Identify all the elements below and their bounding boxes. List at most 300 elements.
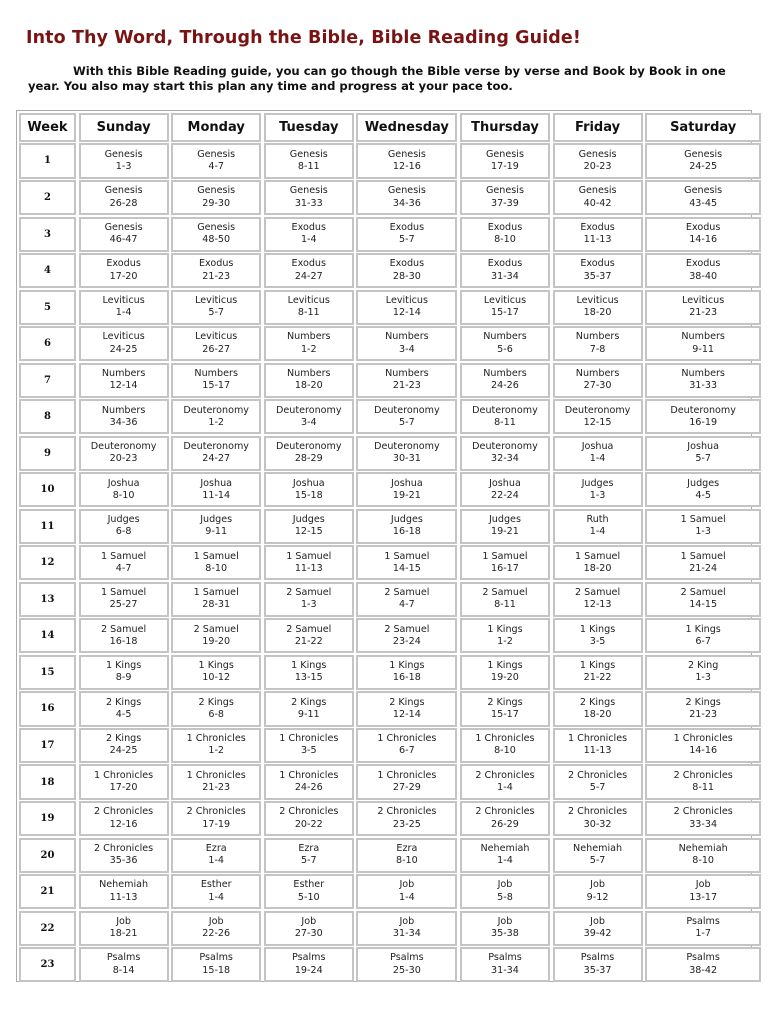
reading-chapters: 18-20 <box>294 380 323 392</box>
reading-chapters: 26-27 <box>202 343 231 355</box>
reading-chapters: 5-7 <box>399 234 415 246</box>
reading-chapters: 31-34 <box>392 928 421 940</box>
reading-cell <box>79 143 169 178</box>
reading-chapters: 18-21 <box>109 928 138 940</box>
reading-book: 1 Chronicles <box>673 733 733 745</box>
reading-chapters: 8-14 <box>112 964 135 976</box>
reading-cell <box>264 838 354 873</box>
reading-cell <box>645 399 761 434</box>
reading-chapters: 17-19 <box>202 818 231 830</box>
reading-cell <box>645 874 761 909</box>
reading-chapters: 4-5 <box>115 708 132 720</box>
reading-cell <box>645 618 761 653</box>
reading-chapters: 35-37 <box>583 964 612 976</box>
reading-chapters: 9-11 <box>297 708 320 720</box>
reading-cell <box>460 545 550 580</box>
reading-book: 1 Chronicles <box>279 733 339 745</box>
reading-chapters: 43-45 <box>689 197 718 209</box>
reading-book: Numbers <box>385 367 429 379</box>
reading-cell <box>356 655 457 690</box>
reading-chapters: 13-15 <box>294 672 323 684</box>
reading-chapters: 38-40 <box>689 270 718 282</box>
reading-chapters: 8-11 <box>692 782 715 794</box>
reading-book: Genesis <box>289 148 328 160</box>
reading-book: 2 King <box>688 660 719 672</box>
reading-chapters: 1-4 <box>399 891 415 903</box>
reading-book: Job <box>695 879 711 891</box>
reading-chapters: 28-29 <box>294 453 323 465</box>
reading-book: Joshua <box>489 477 521 489</box>
reading-chapters: 9-12 <box>586 891 609 903</box>
reading-cell <box>460 290 550 325</box>
reading-book: 1 Samuel <box>384 550 430 562</box>
reading-chapters: 12-13 <box>583 599 612 611</box>
reading-book: Judges <box>581 477 614 489</box>
reading-chapters: 16-17 <box>491 562 519 574</box>
reading-chapters: 31-34 <box>491 964 519 976</box>
reading-book: Leviticus <box>195 294 238 306</box>
reading-book: 2 Kings <box>579 696 616 708</box>
reading-cell <box>171 436 261 471</box>
header-saturday: Saturday <box>645 113 761 142</box>
reading-cell <box>264 363 354 398</box>
reading-chapters: 12-15 <box>583 416 612 428</box>
reading-chapters: 27-30 <box>294 928 323 940</box>
reading-cell <box>553 655 643 690</box>
reading-chapters: 3-5 <box>589 635 606 647</box>
reading-chapters: 32-34 <box>491 453 519 465</box>
reading-cell <box>460 472 550 507</box>
reading-chapters: 5-6 <box>497 343 513 355</box>
reading-chapters: 4-5 <box>695 489 711 501</box>
reading-chapters: 4-7 <box>115 562 132 574</box>
reading-book: Psalms <box>106 952 141 964</box>
reading-chapters: 1-2 <box>300 343 317 355</box>
reading-chapters: 19-21 <box>392 489 421 501</box>
reading-chapters: 31-33 <box>689 380 718 392</box>
reading-cell <box>356 728 457 763</box>
reading-chapters: 16-19 <box>689 416 718 428</box>
reading-cell <box>553 326 643 361</box>
reading-cell <box>264 947 354 982</box>
reading-cell <box>356 399 457 434</box>
reading-chapters: 1-3 <box>300 599 317 611</box>
reading-cell <box>79 838 169 873</box>
reading-book: Numbers <box>483 331 527 343</box>
reading-cell <box>553 253 643 288</box>
reading-cell <box>264 180 354 215</box>
reading-chapters: 7-8 <box>589 343 606 355</box>
week-number: 13 <box>19 582 76 617</box>
reading-cell <box>356 618 457 653</box>
reading-book: 2 Samuel <box>101 623 147 635</box>
reading-book: Job <box>497 915 513 927</box>
reading-chapters: 6-7 <box>399 745 415 757</box>
reading-chapters: 34-36 <box>109 416 138 428</box>
reading-chapters: 21-22 <box>294 635 323 647</box>
reading-chapters: 39-42 <box>583 928 612 940</box>
reading-cell <box>645 911 761 946</box>
reading-chapters: 1-7 <box>695 928 711 940</box>
reading-book: Psalms <box>390 952 424 964</box>
header-monday: Monday <box>171 113 261 142</box>
reading-book: Leviticus <box>576 294 619 306</box>
reading-book: Genesis <box>578 148 617 160</box>
reading-chapters: 5-7 <box>695 453 711 465</box>
reading-book: 2 Kings <box>487 696 523 708</box>
reading-book: Deuteronomy <box>183 441 249 453</box>
reading-book: 1 Kings <box>389 660 425 672</box>
reading-cell <box>79 326 169 361</box>
reading-book: Job <box>301 915 317 927</box>
reading-book: 2 Samuel <box>482 587 528 599</box>
reading-cell <box>460 728 550 763</box>
reading-book: Job <box>590 879 605 891</box>
reading-cell <box>264 582 354 617</box>
reading-book: Numbers <box>287 331 331 343</box>
reading-chapters: 1-2 <box>208 745 225 757</box>
week-number: 14 <box>19 618 76 653</box>
reading-chapters: 25-27 <box>109 599 138 611</box>
reading-chapters: 6-8 <box>208 708 225 720</box>
reading-book: Ezra <box>396 842 418 854</box>
reading-book: 2 Chronicles <box>94 842 154 854</box>
reading-chapters: 1-4 <box>300 234 317 246</box>
week-number: 20 <box>19 838 76 873</box>
reading-cell <box>553 217 643 252</box>
reading-cell <box>171 764 261 799</box>
reading-cell <box>79 363 169 398</box>
reading-cell <box>553 582 643 617</box>
week-number: 1 <box>19 143 76 178</box>
reading-book: Numbers <box>575 331 620 343</box>
reading-book: 1 Chronicles <box>377 769 437 781</box>
reading-chapters: 9-11 <box>205 526 228 538</box>
reading-book: 2 Chronicles <box>377 806 437 818</box>
reading-cell <box>264 143 354 178</box>
reading-cell <box>553 947 643 982</box>
reading-cell <box>79 582 169 617</box>
reading-cell <box>79 801 169 836</box>
reading-chapters: 8-11 <box>494 416 516 428</box>
reading-cell <box>460 582 550 617</box>
reading-book: 2 Chronicles <box>673 769 733 781</box>
reading-cell <box>264 911 354 946</box>
reading-cell <box>645 764 761 799</box>
reading-chapters: 29-30 <box>202 197 231 209</box>
reading-book: Exodus <box>685 221 721 233</box>
reading-cell <box>79 947 169 982</box>
reading-cell <box>460 180 550 215</box>
reading-cell <box>79 290 169 325</box>
reading-book: Numbers <box>681 367 725 379</box>
reading-cell <box>460 399 550 434</box>
reading-book: 1 Chronicles <box>568 733 628 745</box>
reading-chapters: 19-20 <box>491 672 519 684</box>
reading-cell <box>460 436 550 471</box>
header-thursday: Thursday <box>460 113 550 142</box>
reading-book: Deuteronomy <box>670 404 736 416</box>
reading-book: Genesis <box>387 185 426 197</box>
reading-book: 1 Samuel <box>482 550 528 562</box>
reading-cell <box>171 801 261 836</box>
reading-chapters: 21-23 <box>689 708 718 720</box>
reading-book: 2 Samuel <box>286 587 332 599</box>
reading-chapters: 20-22 <box>294 818 323 830</box>
reading-chapters: 24-27 <box>294 270 323 282</box>
reading-chapters: 1-4 <box>115 307 132 319</box>
week-number: 2 <box>19 180 76 215</box>
reading-cell <box>79 509 169 544</box>
reading-book: 1 Kings <box>579 660 616 672</box>
reading-cell <box>171 838 261 873</box>
reading-cell <box>79 764 169 799</box>
reading-chapters: 21-22 <box>583 672 612 684</box>
reading-cell <box>356 217 457 252</box>
reading-book: 2 Samuel <box>680 587 726 599</box>
reading-cell <box>79 911 169 946</box>
reading-book: 1 Chronicles <box>475 733 535 745</box>
reading-book: Judges <box>687 477 720 489</box>
reading-cell <box>79 217 169 252</box>
reading-book: Genesis <box>578 185 617 197</box>
week-number: 10 <box>19 472 76 507</box>
reading-chapters: 17-20 <box>109 782 138 794</box>
reading-cell <box>356 582 457 617</box>
reading-book: Exodus <box>580 221 615 233</box>
week-number: 3 <box>19 217 76 252</box>
reading-book: Deuteronomy <box>90 441 157 453</box>
reading-book: 2 Kings <box>105 733 142 745</box>
reading-chapters: 24-26 <box>294 782 323 794</box>
reading-book: Nehemiah <box>99 879 149 891</box>
reading-cell <box>460 253 550 288</box>
reading-cell <box>264 545 354 580</box>
reading-book: Genesis <box>104 185 143 197</box>
reading-cell <box>645 545 761 580</box>
reading-book: Psalms <box>292 952 326 964</box>
reading-chapters: 46-47 <box>109 234 138 246</box>
reading-chapters: 28-31 <box>202 599 231 611</box>
reading-book: Job <box>399 915 415 927</box>
reading-cell <box>460 874 550 909</box>
page-title: Into Thy Word, Through the Bible, Bible Reading Guide! <box>26 28 581 48</box>
reading-chapters: 11-13 <box>583 745 612 757</box>
reading-book: Numbers <box>385 331 429 343</box>
reading-book: Exodus <box>487 258 523 270</box>
reading-cell <box>171 290 261 325</box>
reading-book: 1 Kings <box>487 660 523 672</box>
reading-chapters: 12-14 <box>392 307 421 319</box>
reading-chapters: 48-50 <box>202 234 231 246</box>
reading-cell <box>356 290 457 325</box>
reading-chapters: 22-24 <box>491 489 519 501</box>
reading-book: Deuteronomy <box>472 404 538 416</box>
reading-cell <box>264 764 354 799</box>
reading-book: Exodus <box>389 258 425 270</box>
reading-book: Psalms <box>686 952 720 964</box>
reading-book: Psalms <box>488 952 522 964</box>
reading-book: Nehemiah <box>678 842 728 854</box>
week-number: 16 <box>19 691 76 726</box>
reading-book: 2 Chronicles <box>94 806 154 818</box>
reading-chapters: 24-25 <box>109 745 138 757</box>
reading-cell <box>460 691 550 726</box>
reading-cell <box>553 911 643 946</box>
reading-chapters: 1-4 <box>497 855 513 867</box>
reading-cell <box>356 545 457 580</box>
reading-book: Leviticus <box>483 294 527 306</box>
reading-book: Job <box>399 879 415 891</box>
reading-chapters: 11-13 <box>583 234 612 246</box>
reading-chapters: 3-5 <box>300 745 317 757</box>
reading-chapters: 34-36 <box>392 197 421 209</box>
header-friday: Friday <box>553 113 643 142</box>
reading-book: 1 Kings <box>105 660 142 672</box>
reading-cell <box>171 472 261 507</box>
reading-book: 2 Chronicles <box>673 806 733 818</box>
reading-cell <box>171 947 261 982</box>
reading-book: 1 Samuel <box>101 550 147 562</box>
reading-book: 2 Chronicles <box>475 769 535 781</box>
reading-chapters: 18-20 <box>583 708 612 720</box>
reading-book: Leviticus <box>195 331 238 343</box>
reading-cell <box>645 253 761 288</box>
reading-cell <box>460 655 550 690</box>
reading-cell <box>460 947 550 982</box>
reading-book: Leviticus <box>385 294 428 306</box>
reading-cell <box>645 217 761 252</box>
reading-cell <box>645 143 761 178</box>
week-number: 9 <box>19 436 76 471</box>
reading-book: 1 Kings <box>198 660 234 672</box>
reading-book: 2 Samuel <box>193 623 239 635</box>
reading-book: Judges <box>488 514 521 526</box>
week-number: 21 <box>19 874 76 909</box>
reading-chapters: 1-2 <box>497 635 513 647</box>
reading-cell <box>460 801 550 836</box>
reading-chapters: 21-24 <box>689 562 718 574</box>
reading-book: Exodus <box>291 258 327 270</box>
reading-book: Genesis <box>485 148 524 160</box>
reading-book: Genesis <box>387 148 426 160</box>
reading-chapters: 25-30 <box>392 964 421 976</box>
reading-chapters: 28-30 <box>392 270 421 282</box>
reading-book: 1 Kings <box>487 623 523 635</box>
reading-chapters: 1-4 <box>589 453 606 465</box>
reading-chapters: 5-7 <box>399 416 415 428</box>
reading-chapters: 8-11 <box>297 307 320 319</box>
reading-book: 2 Kings <box>685 696 721 708</box>
reading-book: Numbers <box>101 367 146 379</box>
reading-book: Job <box>497 879 513 891</box>
reading-chapters: 8-10 <box>692 855 715 867</box>
reading-cell <box>356 801 457 836</box>
reading-cell <box>264 217 354 252</box>
week-number: 5 <box>19 290 76 325</box>
reading-cell <box>553 691 643 726</box>
reading-cell <box>356 436 457 471</box>
reading-book: Leviticus <box>287 294 330 306</box>
reading-cell <box>553 728 643 763</box>
reading-chapters: 5-7 <box>208 307 225 319</box>
week-number: 6 <box>19 326 76 361</box>
reading-cell <box>356 691 457 726</box>
reading-book: Numbers <box>575 367 620 379</box>
reading-chapters: 35-38 <box>491 928 519 940</box>
week-number: 23 <box>19 947 76 982</box>
reading-cell <box>79 545 169 580</box>
reading-chapters: 1-4 <box>208 891 225 903</box>
reading-cell <box>645 180 761 215</box>
reading-book: 1 Chronicles <box>377 733 437 745</box>
reading-book: 1 Kings <box>685 623 721 635</box>
reading-chapters: 16-18 <box>392 526 421 538</box>
reading-chapters: 16-18 <box>109 635 138 647</box>
reading-book: Job <box>208 915 224 927</box>
reading-chapters: 11-14 <box>202 489 231 501</box>
reading-book: 2 Chronicles <box>186 806 246 818</box>
reading-chapters: 8-9 <box>115 672 132 684</box>
reading-chapters: 4-7 <box>208 160 225 172</box>
reading-book: 1 Kings <box>579 623 616 635</box>
reading-cell <box>356 911 457 946</box>
reading-book: Exodus <box>198 258 234 270</box>
reading-book: 1 Chronicles <box>94 769 154 781</box>
reading-chapters: 26-28 <box>109 197 138 209</box>
reading-book: Deuteronomy <box>183 404 249 416</box>
reading-chapters: 5-7 <box>589 855 606 867</box>
reading-chapters: 5-8 <box>497 891 513 903</box>
reading-cell <box>264 655 354 690</box>
reading-book: Joshua <box>391 477 423 489</box>
reading-chapters: 14-16 <box>689 234 718 246</box>
reading-chapters: 12-16 <box>109 818 138 830</box>
reading-cell <box>460 838 550 873</box>
reading-chapters: 30-31 <box>392 453 421 465</box>
reading-cell <box>553 801 643 836</box>
reading-cell <box>356 874 457 909</box>
reading-cell <box>645 728 761 763</box>
reading-cell <box>79 874 169 909</box>
reading-cell <box>356 363 457 398</box>
reading-book: 1 Kings <box>291 660 327 672</box>
reading-cell <box>264 436 354 471</box>
week-number: 18 <box>19 764 76 799</box>
reading-chapters: 1-3 <box>695 672 711 684</box>
reading-chapters: 21-23 <box>392 380 421 392</box>
reading-chapters: 16-18 <box>392 672 421 684</box>
header-week: Week <box>19 113 76 142</box>
reading-chapters: 1-2 <box>208 416 225 428</box>
reading-cell <box>171 728 261 763</box>
reading-cell <box>171 582 261 617</box>
reading-cell <box>171 143 261 178</box>
reading-chapters: 23-25 <box>392 818 421 830</box>
reading-book: Job <box>116 915 131 927</box>
reading-cell <box>645 655 761 690</box>
reading-cell <box>553 509 643 544</box>
reading-cell <box>553 363 643 398</box>
reading-book: Judges <box>200 514 233 526</box>
reading-chapters: 1-4 <box>497 782 513 794</box>
reading-book: Joshua <box>107 477 140 489</box>
reading-book: Exodus <box>106 258 141 270</box>
reading-chapters: 37-39 <box>491 197 519 209</box>
reading-chapters: 19-21 <box>491 526 519 538</box>
reading-book: Judges <box>390 514 423 526</box>
reading-cell <box>645 947 761 982</box>
